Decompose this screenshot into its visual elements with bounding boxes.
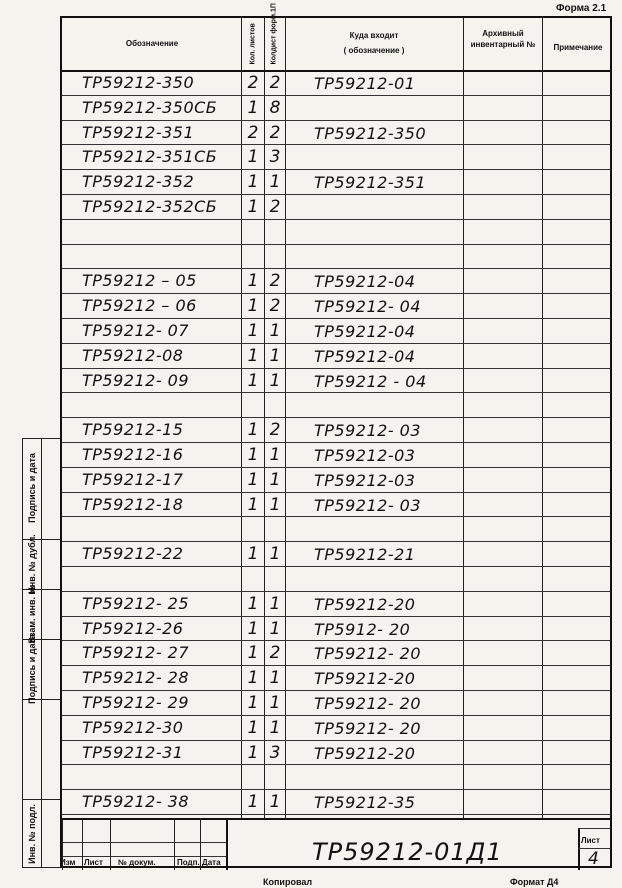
table-row <box>62 715 610 740</box>
row-goes-into: ТР59212-20 <box>314 743 416 763</box>
table-row <box>62 368 610 393</box>
form-label: Форма 2.1 <box>556 3 607 14</box>
table-row <box>62 492 610 517</box>
tb-izm: Изм <box>60 858 76 867</box>
row-sheets: 1 <box>247 643 259 664</box>
row-sheets: 2 <box>247 73 259 93</box>
row-sheets: 1 <box>247 321 259 341</box>
title-block-divider <box>578 828 610 829</box>
title-block-divider <box>226 818 228 870</box>
row-copies: 1 <box>269 544 281 565</box>
strip-podpis-data-top: Подпись и дата <box>27 453 37 523</box>
format-label: Формат Д4 <box>510 877 559 887</box>
row-designation: ТР59212-351СБ <box>82 147 218 167</box>
strip-inv-dubl: Инв. № дубл. <box>27 534 37 594</box>
row-designation: ТР59212 – 05 <box>82 271 197 291</box>
table-row <box>62 764 610 789</box>
row-sheets <box>242 246 264 267</box>
row-copies: 1 <box>269 321 281 341</box>
row-designation: ТР59212-17 <box>82 469 184 489</box>
row-sheets: 1 <box>247 618 259 639</box>
table-row <box>62 293 610 318</box>
row-designation: ТР59212-350СБ <box>82 97 218 117</box>
row-copies <box>264 568 286 589</box>
row-sheets <box>242 568 264 589</box>
row-designation: ТР59212 – 06 <box>82 296 197 316</box>
row-designation: ТР59212- 27 <box>82 643 190 663</box>
table-row <box>62 95 610 120</box>
table-row <box>62 318 610 343</box>
row-designation: ТР59212- 09 <box>82 370 190 390</box>
row-designation: ТР59212-30 <box>82 717 184 737</box>
row-goes-into: ТР59212-350 <box>314 123 427 143</box>
table-row <box>62 566 610 591</box>
row-copies: 3 <box>269 147 281 168</box>
table-row <box>62 616 610 641</box>
title-block-divider <box>110 818 111 870</box>
table-row <box>62 392 610 417</box>
row-copies: 1 <box>269 717 281 738</box>
header-designation: Обозначение <box>125 39 179 48</box>
row-designation: ТР59212-22 <box>82 544 184 564</box>
table-row <box>62 120 610 145</box>
row-sheets: 1 <box>247 296 259 317</box>
header-note: Примечание <box>553 43 603 52</box>
row-copies: 2 <box>269 73 281 93</box>
row-copies <box>264 246 286 267</box>
row-copies: 2 <box>269 271 281 292</box>
row-goes-into: ТР59212-04 <box>314 322 416 341</box>
row-sheets: 1 <box>247 370 259 391</box>
row-copies: 1 <box>269 618 281 639</box>
document-code: ТР59212-01Д1 <box>312 838 503 866</box>
row-copies: 1 <box>269 172 281 193</box>
row-designation: ТР59212-31 <box>82 742 184 762</box>
row-copies: 1 <box>269 345 281 366</box>
row-goes-into: ТР59212- 20 <box>314 694 422 713</box>
row-sheets <box>242 221 264 242</box>
table-row <box>62 70 610 95</box>
row-goes-into: ТР59212-20 <box>314 669 416 689</box>
row-copies: 1 <box>269 792 281 813</box>
row-goes-into: ТР59212-04 <box>314 346 416 366</box>
row-goes-into: ТР59212-01 <box>314 74 416 93</box>
row-sheets: 1 <box>247 693 259 713</box>
row-sheets: 1 <box>247 445 259 465</box>
row-designation: ТР59212-350 <box>82 73 195 92</box>
header-copies-count: Колдист форм.1П <box>270 3 278 65</box>
row-goes-into: ТР59212- 03 <box>314 495 422 515</box>
table-row <box>62 541 610 566</box>
row-goes-into: ТР59212-04 <box>314 272 416 292</box>
row-sheets: 1 <box>247 197 259 217</box>
row-sheets: 1 <box>247 172 259 193</box>
row-copies: 2 <box>269 296 281 317</box>
row-designation: ТР59212- 25 <box>82 593 190 613</box>
table-row <box>62 740 610 765</box>
strip-podpis-data-bottom: Подпись и дата <box>27 634 37 704</box>
header-goes-into-sub: ( обозначение ) <box>343 46 405 55</box>
row-copies <box>264 394 286 415</box>
table-row <box>62 169 610 194</box>
table-row <box>62 690 610 715</box>
left-binding-strip <box>22 438 60 868</box>
table-row <box>62 244 610 269</box>
row-sheets: 1 <box>247 271 259 292</box>
row-copies: 1 <box>269 494 281 515</box>
header-sheets-count: Кол. листов <box>249 23 257 65</box>
row-sheets: 1 <box>247 97 259 118</box>
row-goes-into: ТР59212- 20 <box>314 718 422 738</box>
row-copies: 2 <box>269 197 281 217</box>
row-copies: 1 <box>269 693 281 713</box>
table-row <box>62 665 610 690</box>
row-sheets <box>242 394 264 415</box>
row-goes-into: ТР59212- 20 <box>314 644 422 664</box>
row-goes-into: ТР59212-351 <box>314 173 427 193</box>
row-line <box>62 814 610 815</box>
table-row <box>62 467 610 492</box>
row-designation: ТР59212-352СБ <box>82 197 218 216</box>
table-row <box>62 591 610 616</box>
row-designation: ТР59212-16 <box>82 445 184 464</box>
strip-divider <box>41 439 42 867</box>
table-row <box>62 268 610 293</box>
title-block-divider <box>82 818 83 870</box>
row-sheets: 1 <box>247 717 259 738</box>
row-designation: ТР59212- 28 <box>82 668 190 688</box>
row-designation: ТР59212- 07 <box>82 321 190 340</box>
title-block-divider <box>578 828 580 870</box>
row-goes-into: ТР59212-35 <box>314 793 416 813</box>
row-designation: ТР59212-15 <box>82 420 184 440</box>
row-goes-into: ТР5912- 20 <box>314 619 411 639</box>
row-goes-into: ТР59212-20 <box>314 594 416 614</box>
row-copies: 8 <box>269 97 281 118</box>
copied-label: Копировал <box>263 877 313 887</box>
title-block-divider <box>200 818 201 870</box>
row-copies: 1 <box>269 370 281 391</box>
tb-sheet-number: 4 <box>588 849 599 869</box>
row-copies: 1 <box>269 593 281 614</box>
tb-podp: Подп. <box>177 858 200 867</box>
row-sheets: 1 <box>247 345 259 366</box>
row-copies: 2 <box>269 643 281 664</box>
table-row <box>62 194 610 219</box>
row-goes-into: ТР59212- 03 <box>314 421 422 441</box>
row-sheets <box>242 518 264 539</box>
table-row <box>62 789 610 814</box>
row-sheets <box>242 766 264 787</box>
table-row <box>62 442 610 467</box>
row-sheets: 1 <box>247 742 259 763</box>
row-sheets: 1 <box>247 593 259 614</box>
strip-vzam-inv: Взам. инв. № <box>27 584 37 644</box>
row-copies: 2 <box>269 420 281 441</box>
header-goes-into: Куда входит <box>349 31 399 40</box>
table-row <box>62 343 610 368</box>
row-sheets: 1 <box>247 147 259 168</box>
row-copies: 1 <box>269 469 281 490</box>
row-goes-into: ТР59212 - 04 <box>314 371 427 391</box>
row-copies: 1 <box>269 668 281 689</box>
table-row <box>62 516 610 541</box>
title-block-divider <box>174 818 175 870</box>
row-designation: ТР59212-26 <box>82 618 184 638</box>
row-sheets: 1 <box>247 544 259 565</box>
row-goes-into: ТР59212-03 <box>314 470 416 490</box>
row-designation: ТР59212-18 <box>82 494 184 514</box>
row-sheets: 1 <box>247 469 259 490</box>
title-block-divider <box>62 856 226 857</box>
row-sheets: 1 <box>247 420 259 441</box>
row-goes-into: ТР59212-03 <box>314 446 416 465</box>
table-row <box>62 144 610 169</box>
table-row <box>62 417 610 442</box>
table-row <box>62 219 610 244</box>
row-copies <box>264 766 286 787</box>
row-copies: 2 <box>269 122 281 143</box>
title-block-top <box>62 818 610 820</box>
row-sheets: 1 <box>247 494 259 515</box>
row-goes-into: ТР59212- 04 <box>314 297 422 317</box>
header-archive-no: Архивный инвентарный № <box>470 29 536 49</box>
row-designation: ТР59212- 38 <box>82 792 190 812</box>
tb-list: Лист <box>84 858 103 867</box>
row-copies: 1 <box>269 445 281 465</box>
strip-inv-podl: Инв. № подл. <box>27 804 37 864</box>
tb-sheet-label: Лист <box>581 836 600 845</box>
row-designation: ТР59212-08 <box>82 345 184 365</box>
table-row <box>62 640 610 665</box>
row-sheets: 1 <box>247 792 259 813</box>
row-sheets: 2 <box>247 122 259 143</box>
tb-data: Дата <box>202 858 221 867</box>
row-designation: ТР59212-352 <box>82 172 195 192</box>
row-goes-into: ТР59212-21 <box>314 545 416 565</box>
title-block-divider <box>62 842 226 843</box>
tb-n-dokum: № докум. <box>118 858 156 867</box>
row-copies: 3 <box>269 742 281 763</box>
row-designation: ТР59212-351 <box>82 122 195 142</box>
row-copies <box>264 221 286 242</box>
row-designation: ТР59212- 29 <box>82 693 190 712</box>
row-sheets: 1 <box>247 668 259 689</box>
row-copies <box>264 518 286 539</box>
